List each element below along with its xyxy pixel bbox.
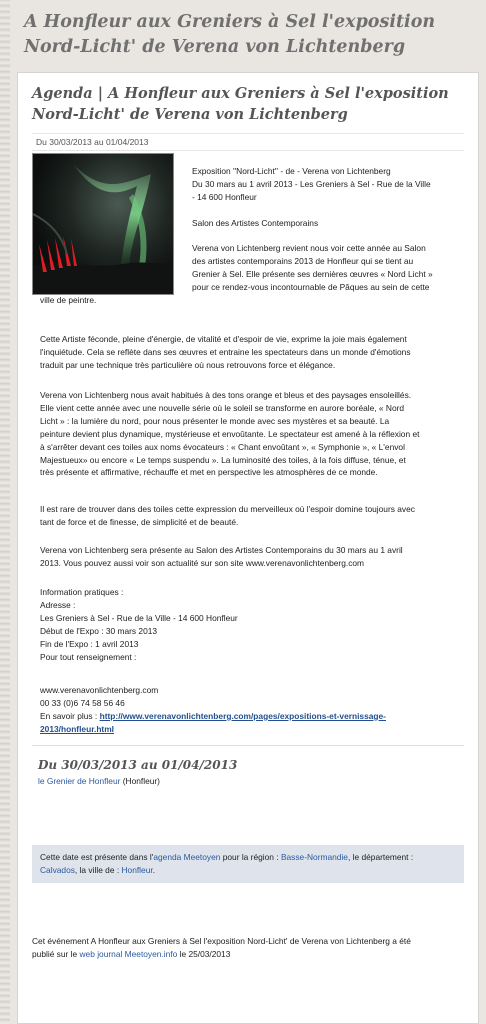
artwork-image[interactable] (32, 153, 174, 295)
info-line: Pour tout renseignement : (40, 651, 137, 662)
journal-link[interactable]: web journal Meetoyen.info (79, 948, 178, 959)
more-info-link[interactable]: http://www.verenavonlichtenberg.com/pages/expositions-et-vernissage- (99, 710, 386, 721)
para2-line: l'inquiétude. Cela se reflète dans ses œuvres et entraine les spectateurs dans un monde d'émotions (40, 346, 411, 357)
para3-line: Majestueux» ou encore « Le temps suspendu ». La luminosité des toiles, à la fois diffuse, ténue, et (40, 454, 406, 465)
para3-line: Verena von Lichtenberg nous avait habitués à des tons orange et bleus et des paysages ensoleillés. (40, 390, 412, 400)
publication-line: Cet événement A Honfleur aux Greniers à Sel l'exposition Nord-Licht' de Verena von Lichtenberg a été (32, 936, 411, 946)
department-link[interactable]: Calvados (40, 865, 75, 875)
intro-line: Exposition ''Nord-Licht'' - de - Verena von Lichtenberg (192, 166, 391, 176)
page-edge-decoration (0, 0, 10, 1024)
venue-city: (Honfleur) (120, 776, 160, 786)
region-text: pour la région : (220, 852, 281, 862)
para1-line: pour ce rendez-vous incontournable de Pâques au sein de cette (192, 282, 430, 293)
intro-block (192, 165, 462, 294)
page-title: A Honfleur aux Greniers à Sel l'exposition Nord-Licht' de Verena von Lichtenberg (24, 12, 436, 57)
intro-line: Du 30 mars au 1 avril 2013 - Les Greniers à Sel - Rue de la Ville (192, 178, 431, 189)
para4-line: Il est rare de trouver dans des toiles cette expression du merveilleux où l'espoir domine toujours avec (40, 504, 415, 514)
date-range: Du 30/03/2013 au 01/04/2013 (36, 137, 149, 147)
publication-note (32, 935, 472, 961)
article-heading: Agenda | A Honfleur aux Greniers à Sel l'exposition Nord-Licht' de Verena von Lichtenberg (32, 85, 449, 123)
intro-line (192, 230, 462, 243)
para5-line: Verena von Lichtenberg sera présente au Salon des Artistes Contemporains du 30 mars au 1 avril (40, 545, 403, 555)
para4-line: tant de force et de finesse, de simplicité et de beauté. (40, 516, 239, 527)
venue-link[interactable]: le Grenier de Honfleur (38, 776, 121, 786)
city-link[interactable]: Honfleur (121, 865, 153, 875)
info-line: Information pratiques : (40, 587, 124, 597)
para1-line: des artistes contemporains 2013 de Honfleur qui se tient au (192, 256, 414, 267)
para3-line: très présente et affirmative, réchauffe et met en perspective les atmosphères de ce monde. (40, 467, 378, 478)
phone-text: 00 33 (0)6 74 58 56 46 (40, 697, 125, 708)
para3-line: peinture devient plus dynamique, mystérieuse et envoûtante. Le spectateur est amené à la réflexion et (40, 428, 420, 439)
region-box (32, 845, 464, 883)
intro-line: Salon des Artistes Contemporains (192, 217, 319, 228)
venue-line (38, 775, 458, 788)
date-range-bar (32, 133, 464, 151)
website-text: www.verenavonlichtenberg.com (40, 685, 159, 695)
para1-line: Grenier à Sel. Elle présente ses dernières œuvres « Nord Licht » (192, 269, 433, 280)
paragraph-2 (40, 333, 472, 372)
region-text: , la ville de : (74, 865, 122, 875)
publication-date: le 25/03/2013 (177, 948, 231, 959)
practical-info (40, 586, 472, 663)
paragraph-4 (40, 503, 472, 529)
paragraph-3 (40, 389, 472, 479)
intro-line (192, 204, 462, 217)
info-line: Fin de l'Expo : 1 avril 2013 (40, 638, 139, 649)
aurora-painting (33, 154, 174, 295)
para5-line: 2013. Vous pouvez aussi voir son actualité sur son site www.verenavonlichtenberg.com (40, 557, 365, 568)
agenda-link[interactable]: agenda Meetoyen (153, 852, 221, 862)
para2-line: Cette Artiste féconde, pleine d'énergie, de vitalité et d'espoir de vie, exprime la joie mais également (40, 334, 407, 344)
more-info-link-cont[interactable]: 2013/honfleur.html (40, 723, 114, 734)
contact-block (40, 684, 472, 736)
para3-line: Licht » : la lumière du nord, pour nous présenter le monde avec ses mystères et sa beauté. La (40, 415, 390, 426)
more-info-line (40, 710, 472, 723)
info-line: Début de l'Expo : 30 mars 2013 (40, 625, 158, 636)
para2-line: traduit par une technique très particulière où nous retrouvons force et élégance. (40, 359, 336, 370)
info-line: Les Greniers à Sel - Rue de la Ville - 14 600 Honfleur (40, 612, 238, 623)
divider (32, 745, 464, 746)
para1-end: ville de peintre. (40, 295, 97, 305)
region-link[interactable]: Basse-Normandie (280, 852, 348, 862)
para3-line: Elle vient cette année avec une nouvelle série où le soleil se transforme en aurore boréale, « Nord (40, 402, 405, 413)
para1-line: Verena von Lichtenberg revient nous voir cette année au Salon (192, 243, 426, 254)
region-text: , le département : (347, 852, 414, 862)
event-date-heading: Du 30/03/2013 au 01/04/2013 (38, 758, 238, 772)
intro-line: - 14 600 Honfleur (192, 191, 257, 202)
paragraph-5 (40, 544, 472, 570)
publication-text: publié sur le (32, 948, 80, 959)
region-text: . (152, 865, 156, 875)
more-info-label: En savoir plus : (40, 710, 100, 721)
info-line: Adresse : (40, 599, 76, 610)
article-card (17, 72, 479, 1024)
para3-line: à s'arrêter devant ces toiles aux noms évocateurs : « Chant envoûtant », « Symphonie », « L'envol (40, 441, 405, 452)
region-text: Cette date est présente dans l' (40, 852, 154, 862)
